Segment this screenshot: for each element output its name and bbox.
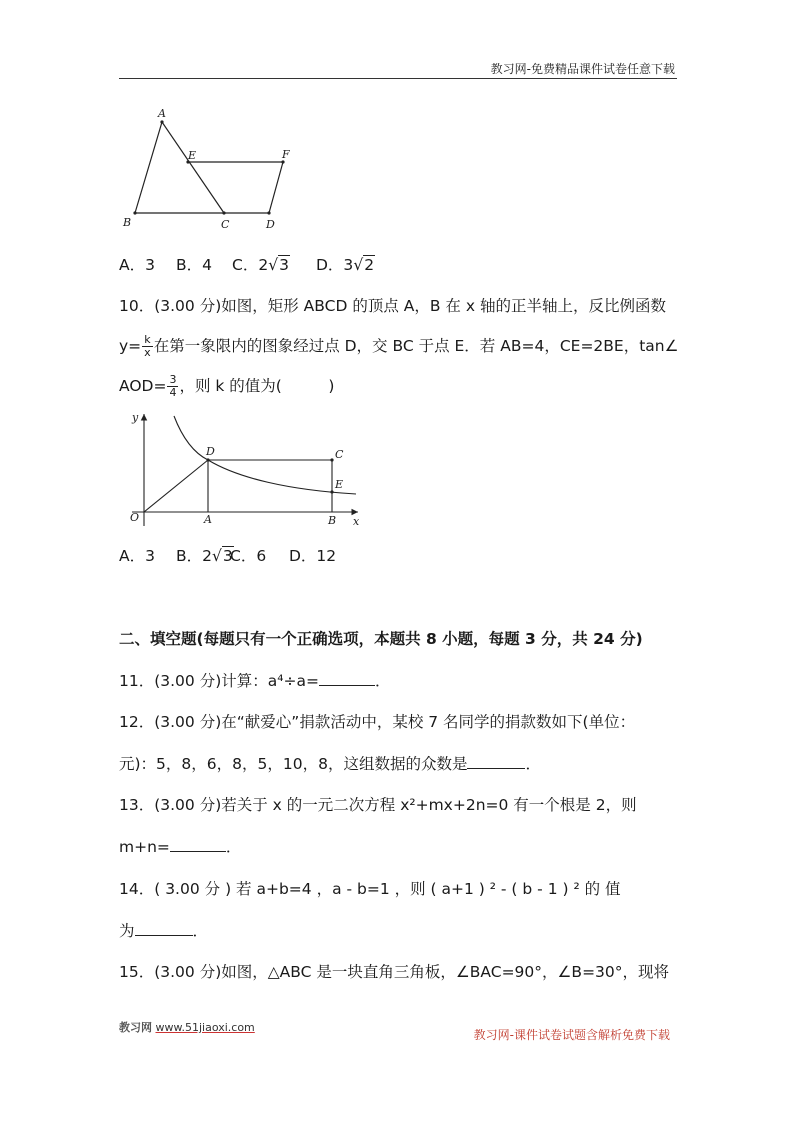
- q10-option-a: A．3: [119, 547, 155, 565]
- q10-option-b-prefix: B．2: [176, 547, 212, 565]
- header-divider: [119, 78, 677, 79]
- answer-blank: [170, 837, 226, 852]
- q9-option-c-prefix: C．2: [232, 256, 269, 274]
- page-header: 教习网-免费精品课件试卷任意下载: [490, 62, 675, 76]
- q13-tail: ．: [225, 838, 242, 856]
- q13-line2-text: m+n=: [119, 838, 170, 856]
- answer-blank: [135, 921, 193, 936]
- label-b: B: [123, 216, 132, 229]
- fraction-k-over-x: $\frac{k}{x}$: [144, 333, 151, 359]
- q10-formula-prefix: y=: [119, 337, 142, 355]
- q10-line3: [119, 374, 334, 399]
- segment-ab: [135, 122, 162, 213]
- label-e: E: [188, 149, 197, 162]
- q10-line3-prefix: AOD=: [119, 377, 167, 395]
- label-b: B: [328, 514, 337, 527]
- sqrt-symbol: √3: [212, 547, 233, 565]
- label-d: D: [206, 445, 215, 458]
- answer-blank: [467, 754, 525, 769]
- segment-fd: [269, 162, 283, 213]
- hyperbola-curve: [174, 416, 356, 494]
- label-c: C: [221, 218, 230, 231]
- q10-line1: 10．(3.00 分)如图，矩形 ABCD 的顶点 A，B 在 x 轴的正半轴上，反比例函数: [119, 297, 666, 315]
- label-f: F: [282, 148, 290, 161]
- label-x: x: [353, 515, 360, 528]
- q12-line2: [119, 754, 541, 774]
- q14-tail: ．: [192, 922, 209, 940]
- footer-url-link[interactable]: www.51jiaoxi.com: [155, 1021, 255, 1034]
- label-d: D: [266, 218, 275, 231]
- label-y: y: [132, 411, 139, 424]
- sqrt-symbol: √3: [268, 256, 289, 274]
- q13-line1: 13．(3.00 分)若关于 x 的一元二次方程 x²+mx+2n=0 有一个根是 2，则: [119, 796, 637, 814]
- q10-option-d: D．12: [289, 547, 337, 565]
- q9-option-c: [232, 255, 290, 275]
- q13-line2: [119, 837, 241, 857]
- q12-line2-text: 元)：5，8，6，8，5，10，8，这组数据的众数是: [119, 755, 468, 773]
- q14-line2: [119, 921, 208, 941]
- q15-line1: 15．(3.00 分)如图，△ABC 是一块直角三角板，∠BAC=90°，∠B=30°，现将: [119, 963, 670, 981]
- q9-option-c-radicand: 3: [279, 256, 289, 274]
- fraction-3-over-4: $\frac{3}{4}$: [169, 373, 177, 399]
- q10-option-b-radicand: 3: [222, 547, 233, 565]
- figure-q10-hyperbola-rectangle: [118, 408, 368, 530]
- sqrt-symbol: √2: [353, 256, 375, 274]
- q11-tail: ．: [374, 672, 391, 690]
- q12-tail: ．: [525, 755, 541, 773]
- q11: [119, 671, 390, 691]
- q10-option-c: C．6: [230, 547, 267, 565]
- label-o: O: [130, 511, 140, 524]
- q10-line3-text: ，则 k 的值为( ): [179, 377, 335, 395]
- q9-option-d-radicand: 2: [364, 256, 375, 274]
- q10-option-b: [176, 546, 234, 566]
- footer-brand: 教习网: [119, 1021, 152, 1034]
- section-title: 二、填空题(每题只有一个正确选项，本题共 8 小题，每题 3 分，共 24 分): [119, 630, 643, 648]
- label-a: A: [204, 513, 212, 526]
- q14-line2-text: 为: [119, 922, 135, 940]
- footer-right: 教习网-课件试卷试题含解析免费下载: [473, 1028, 670, 1042]
- q9-option-d-prefix: D．3: [316, 256, 354, 274]
- q10-line2-text: 在第一象限内的图象经过点 D，交 BC 于点 E．若 AB=4，CE=2BE，tan∠: [153, 337, 679, 355]
- q9-option-b: B．4: [176, 256, 212, 274]
- q10-line2: [119, 334, 679, 359]
- label-e: E: [335, 478, 344, 491]
- q9-option-a: A．3: [119, 256, 155, 274]
- label-a: A: [158, 107, 166, 120]
- q12-line1: 12．(3.00 分)在“献爱心”捐款活动中，某校 7 名同学的捐款数如下(单位：: [119, 713, 636, 731]
- segment-od: [144, 460, 208, 512]
- figure-q9-parallelogram: [118, 105, 308, 235]
- q9-option-d: [316, 255, 375, 275]
- segment-ac: [162, 122, 224, 213]
- label-c: C: [335, 448, 344, 461]
- q14-line1: 14．( 3.00 分 ) 若 a+b=4 ，a - b=1 ，则 ( a+1 ) ² - ( b - 1 ) ² 的 值: [119, 880, 621, 898]
- q11-text: 11．(3.00 分)计算：a⁴÷a=: [119, 672, 319, 690]
- footer-left: [119, 1019, 255, 1035]
- answer-blank: [319, 671, 375, 686]
